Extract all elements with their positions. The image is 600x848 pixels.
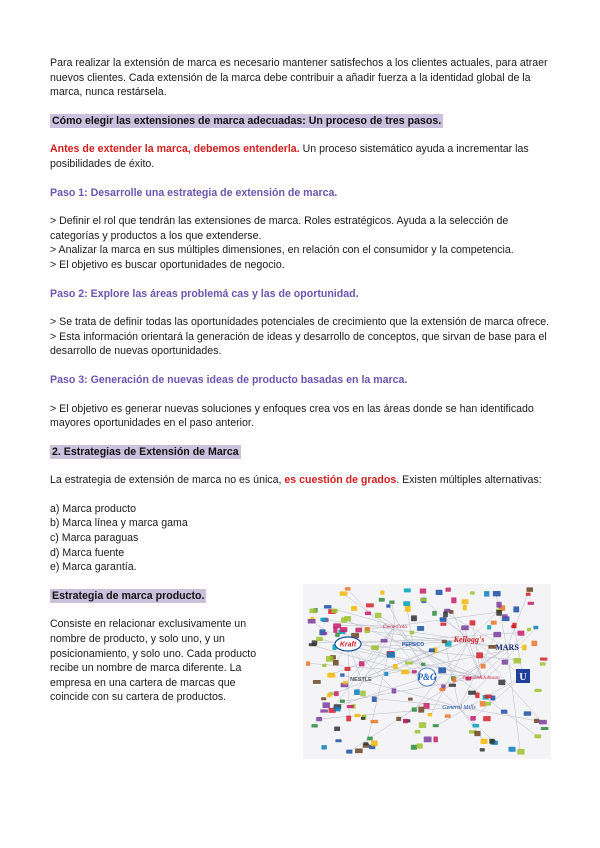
brand-tile <box>396 717 401 721</box>
brand-tile <box>405 661 413 664</box>
brand-tile <box>412 707 417 711</box>
brand-tile <box>417 626 424 631</box>
brand-tile <box>496 610 502 616</box>
svg-text:Coca-Cola: Coca-Cola <box>382 623 408 630</box>
brand-tile <box>480 748 485 751</box>
brand-tile <box>401 670 409 675</box>
brand-tile <box>313 680 321 684</box>
brand-tile <box>380 590 384 594</box>
brand-tile <box>512 623 516 628</box>
section-heading-three-steps: Cómo elegir las extensiones de marca adecuadas: Un proceso de tres pasos. <box>52 114 442 127</box>
brand-tile <box>366 603 374 607</box>
estrategia-text-after: . Existen múltiples alternativas: <box>396 474 542 487</box>
brand-tile <box>474 731 480 736</box>
alternativa-item: a) Marca producto <box>50 502 136 515</box>
estrategia-red-text: es cuestión de grados <box>284 474 397 487</box>
mars-logo <box>495 643 519 652</box>
brand-tile <box>355 748 363 753</box>
paso2-line: > Se trata de definir todas las oportunidades potenciales de crecimiento que la extensión de marca ofrece. <box>50 316 550 329</box>
brand-tile <box>493 591 501 596</box>
brand-tile <box>316 637 323 641</box>
brand-tile <box>379 598 385 602</box>
brand-tile <box>539 720 547 724</box>
paso1-line: > El objetivo es buscar oportunidades de negocio. <box>50 258 285 271</box>
brand-tile <box>360 690 366 696</box>
brand-tile <box>419 722 426 728</box>
brand-tile <box>440 617 447 622</box>
brand-tile <box>309 608 316 613</box>
brand-tile <box>335 739 341 742</box>
general-mills-logo <box>442 705 476 711</box>
alternativa-item: b) Marca línea y marca gama <box>50 517 188 530</box>
brand-tile <box>432 611 437 616</box>
svg-text:P&G: P&G <box>417 671 437 682</box>
brand-tile <box>518 630 525 635</box>
brand-tile <box>534 734 541 738</box>
brand-tile <box>524 711 531 715</box>
brand-tile <box>386 604 390 607</box>
johnson-johnson-logo <box>462 676 500 681</box>
brand-tile <box>423 703 429 709</box>
brand-tile <box>420 598 427 602</box>
brand-tile <box>526 587 533 592</box>
brand-tile <box>372 696 377 701</box>
brand-tile <box>418 706 424 712</box>
brand-tile <box>452 677 456 682</box>
brand-tile <box>351 606 357 611</box>
brand-tile <box>344 667 350 671</box>
brand-tile <box>415 730 421 734</box>
before-rest-text: Un proceso sistemático ayuda a incrementar las posibilidades de éxito. <box>50 143 529 170</box>
brand-tile <box>438 667 446 673</box>
svg-text:Johnson&Johnson: Johnson&Johnson <box>462 675 500 681</box>
brand-tile <box>365 611 371 615</box>
brand-tile <box>347 705 354 708</box>
brand-tile <box>463 605 467 611</box>
marca-producto-section <box>50 589 555 711</box>
brand-tile <box>533 626 538 629</box>
brand-tile <box>449 610 453 614</box>
brand-tile <box>509 747 516 752</box>
brand-tile <box>493 632 501 637</box>
brand-tile <box>343 681 348 684</box>
brand-tile <box>359 661 365 666</box>
brand-tile <box>309 643 317 646</box>
brand-tile <box>421 663 425 666</box>
brand-tile <box>476 652 483 658</box>
brand-tile <box>433 736 437 742</box>
brand-tile <box>316 717 322 721</box>
paso1-line: > Analizar la marca en sus múltiples dimensiones, en relación con el consumidor y la competencia. <box>50 244 514 257</box>
alternativas-list <box>50 502 555 575</box>
brand-tile <box>387 652 395 658</box>
svg-text:Kraft: Kraft <box>339 641 357 649</box>
paso2-list <box>50 315 555 359</box>
connector-line <box>473 676 523 718</box>
svg-text:NESTLE: NESTLE <box>350 676 372 683</box>
brand-tile <box>517 749 524 755</box>
svg-text:MARS: MARS <box>495 642 519 652</box>
brand-portfolio-image <box>303 584 551 759</box>
brand-tile <box>320 618 326 622</box>
brand-tile <box>365 627 370 631</box>
brand-tile <box>470 591 475 594</box>
kelloggs-logo <box>453 635 485 644</box>
alternativa-item: d) Marca fuente <box>50 546 125 559</box>
brand-tile <box>470 716 476 721</box>
brand-tile <box>370 720 378 723</box>
brand-tile <box>346 749 352 753</box>
brand-tile <box>375 613 382 618</box>
brand-tile <box>496 602 501 608</box>
paso2-title: Paso 2: Explore las áreas problemá cas y las de oportunidad. <box>50 287 359 300</box>
brand-tile <box>527 628 531 632</box>
brand-tile <box>442 640 447 643</box>
brand-tile <box>331 608 337 612</box>
paso3-title: Paso 3: Generación de nuevas ideas de producto basadas en la marca. <box>50 373 408 386</box>
brand-tile <box>483 716 491 721</box>
brand-tile <box>323 702 330 708</box>
marca-producto-paragraph: Consiste en relacionar exclusivamente un nombre de producto, y solo uno, y un posicionamiento, y solo uno. Cada producto recibe un nombre de marca diferente. La empresa en una cartera de marcas que coincide con su cartera de productos. <box>50 618 257 704</box>
brand-tile <box>534 719 539 723</box>
brand-tile <box>489 739 494 744</box>
brand-tile <box>528 602 534 605</box>
brand-tile <box>534 689 541 692</box>
brand-tile <box>321 745 326 749</box>
brand-tile <box>429 648 435 652</box>
alternativa-item: e) Marca garantía. <box>50 561 137 574</box>
estrategia-paragraph <box>50 473 555 488</box>
brand-tile <box>340 591 348 595</box>
brand-tile <box>322 632 327 635</box>
brand-tile <box>384 672 388 676</box>
paso1-list <box>50 214 555 272</box>
brand-tile <box>420 588 426 593</box>
brand-tile <box>371 645 379 650</box>
brand-tile <box>513 606 519 612</box>
brand-tile <box>472 724 479 728</box>
brand-tile <box>403 601 410 606</box>
brand-tile <box>311 724 317 727</box>
unilever-logo <box>516 669 530 683</box>
brand-tile <box>333 623 341 628</box>
brand-tile <box>334 691 339 696</box>
connector-line <box>366 626 395 744</box>
brand-tile <box>481 664 486 669</box>
before-paragraph <box>50 142 555 171</box>
brand-tile <box>346 716 351 722</box>
brand-tile <box>341 617 347 622</box>
brand-tile <box>484 702 491 706</box>
brand-tile <box>445 714 451 717</box>
brand-tile <box>484 591 489 597</box>
brand-tile <box>306 661 310 665</box>
connector-line <box>344 619 481 677</box>
kraft-logo <box>335 637 361 651</box>
brand-tile <box>340 673 344 676</box>
brand-tile <box>540 657 547 660</box>
brand-tile <box>491 620 497 624</box>
brand-tile <box>381 639 388 643</box>
brand-tile <box>408 697 413 700</box>
svg-text:PEPSICO: PEPSICO <box>401 641 425 648</box>
intro-paragraph: Para realizar la extensión de marca es necesario mantener satisfechos a los clientes actuales, para atraer nuevos clientes. Cada extensión de la marca debe contribuir a añadir fuerza a la identidad global de la marca, nunca restársela. <box>50 57 548 99</box>
brand-tile <box>481 739 488 744</box>
brand-tile <box>354 689 360 695</box>
brand-tile <box>433 724 439 727</box>
brand-tile <box>320 709 328 712</box>
brand-tile <box>428 713 432 716</box>
brand-tile <box>522 645 526 651</box>
brand-tile <box>439 688 445 691</box>
section-heading-estrategias: 2. Estrategias de Extensión de Marca <box>52 445 239 458</box>
paso3-list <box>50 402 555 431</box>
connector-line <box>473 622 481 677</box>
brand-tile <box>531 640 537 646</box>
brand-tile <box>411 745 417 750</box>
brand-tile <box>440 622 446 625</box>
brand-tile <box>424 736 432 742</box>
brand-tile <box>392 688 397 693</box>
svg-text:U: U <box>519 671 527 683</box>
connector-line <box>436 676 523 726</box>
estrategia-text-before: La estrategia de extensión de marca no es única, <box>50 474 285 487</box>
document-page <box>50 56 555 711</box>
brand-tile <box>417 743 423 748</box>
brand-tile <box>327 673 335 678</box>
connector-line <box>507 589 529 648</box>
paso3-line: > El objetivo es generar nuevas soluciones y enfoques crea vos en las áreas donde se han identificado mayores oportunidades en el paso anterior. <box>50 402 534 430</box>
paso2-line: > Esta información orientará la generación de ideas y desarrollo de conceptos, que sirvan de base para el desarrollo de nuevas oportunidades. <box>50 330 547 358</box>
brand-tile <box>334 726 340 731</box>
brand-tile <box>541 727 549 730</box>
brand-tile <box>355 627 362 632</box>
brand-tile <box>322 664 326 667</box>
brand-tile <box>326 656 333 662</box>
brand-tile <box>405 606 411 612</box>
brand-tile <box>354 714 360 717</box>
nestle-logo <box>350 677 372 683</box>
brand-tile <box>324 605 332 608</box>
brand-tile <box>393 664 398 669</box>
brand-tile <box>308 619 316 624</box>
brand-tile <box>461 625 469 630</box>
brand-tile <box>361 717 365 720</box>
brand-tile <box>461 599 468 604</box>
brand-tile <box>540 662 546 665</box>
brand-tile <box>451 597 456 603</box>
brand-tile <box>412 670 417 673</box>
brand-tile <box>371 740 378 746</box>
brand-tile <box>445 587 450 591</box>
pepsico-logo <box>402 642 424 648</box>
section-heading-marca-producto: Estrategia de marca producto. <box>52 589 205 602</box>
paso1-title: Paso 1: Desarrolle una estrategia de extensión de marca. <box>50 186 338 199</box>
brand-tile <box>345 587 351 590</box>
brand-tile <box>335 633 340 637</box>
brand-tile <box>485 694 492 698</box>
brand-tile <box>502 614 508 618</box>
brand-tile <box>470 620 476 625</box>
brand-tile <box>501 709 507 713</box>
brand-logo-map-graphic <box>303 584 551 759</box>
svg-text:General Mills: General Mills <box>442 704 476 711</box>
brand-tile <box>321 697 326 700</box>
brand-tile <box>443 611 448 617</box>
brand-tile <box>526 592 531 595</box>
brand-tile <box>333 660 339 665</box>
brand-tile <box>513 658 521 664</box>
brand-tile <box>340 699 345 702</box>
brand-tile <box>403 719 408 723</box>
alternativa-item: c) Marca paraguas <box>50 532 139 545</box>
paso1-line: > Definir el rol que tendrán las extensiones de marca. Roles estratégicos. Ayuda a la selección de categorías y productos a los que extenderse. <box>50 215 509 242</box>
brand-tile <box>363 742 368 745</box>
brand-tile <box>449 684 456 687</box>
brand-tile <box>468 691 476 695</box>
brand-tile <box>389 600 394 603</box>
brand-tile <box>327 693 332 697</box>
brand-tile <box>404 588 411 592</box>
svg-text:Kellogg's: Kellogg's <box>453 634 485 644</box>
coca-cola-logo <box>383 624 407 630</box>
pg-logo <box>418 668 437 686</box>
brand-tile <box>436 590 443 595</box>
brand-tile <box>367 737 373 741</box>
brand-tile <box>410 630 415 634</box>
before-red-text: Antes de extender la marca, debemos entenderla. <box>50 143 300 156</box>
brand-tile <box>487 625 491 629</box>
brand-tile <box>411 615 417 621</box>
brand-tile <box>334 707 340 712</box>
brand-tile <box>502 659 508 664</box>
